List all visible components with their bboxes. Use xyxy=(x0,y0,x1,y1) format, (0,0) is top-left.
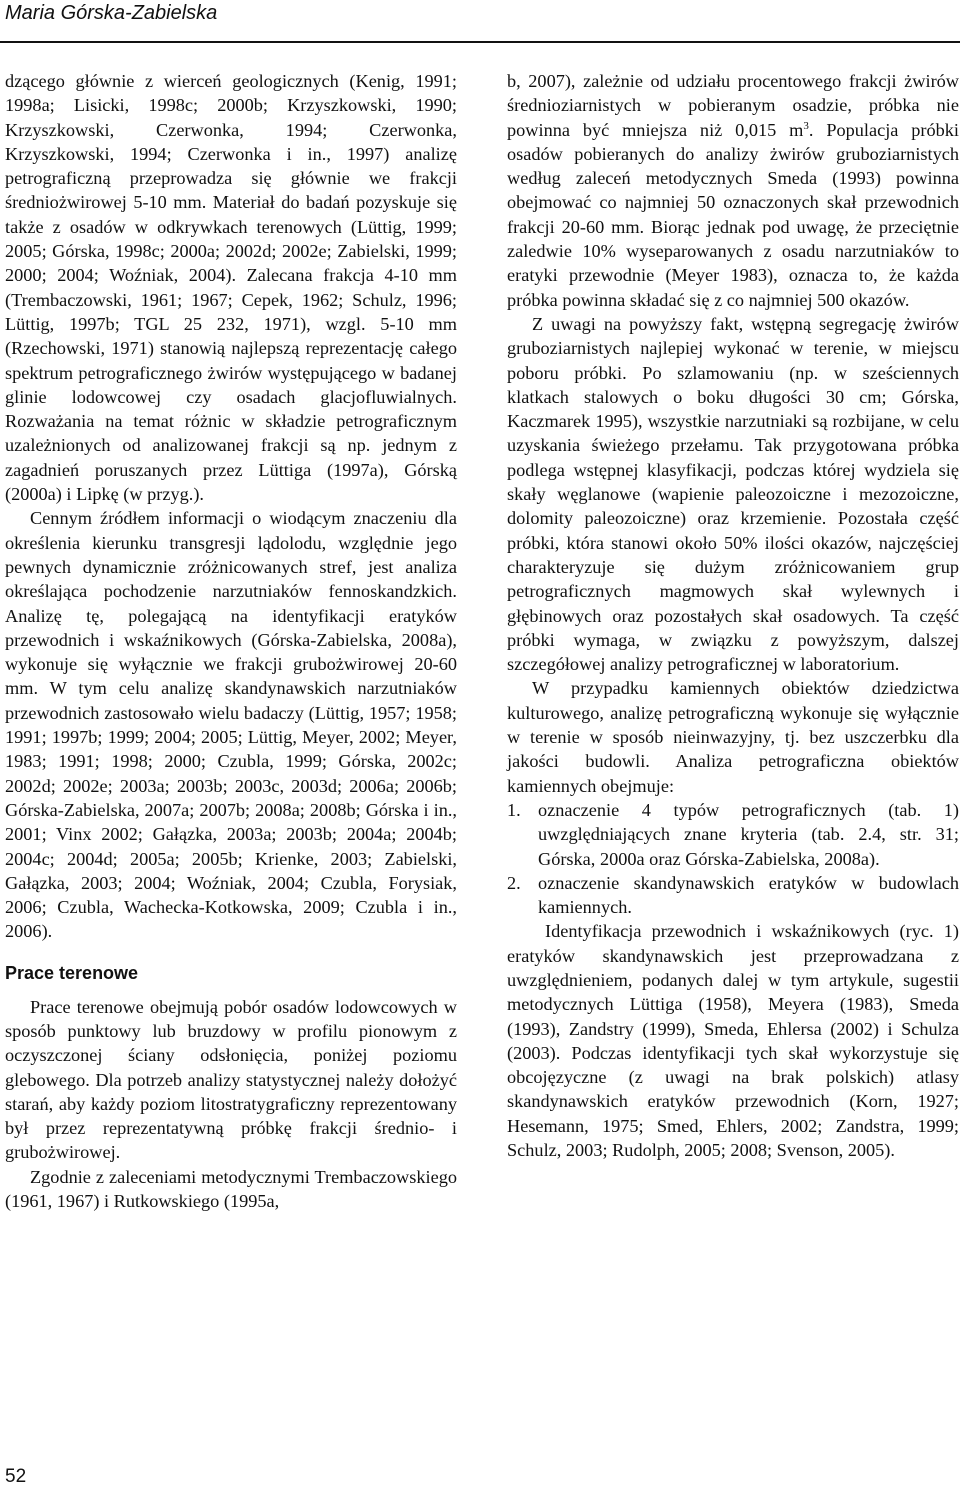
list-item-text: oznaczenie 4 typów petrograficznych (tab. 1) uwzględniających znane kryteria (tab. 2.4, str. 31; Górska, 2000a oraz Górska-Zabielska, 2008a). xyxy=(538,799,959,869)
list-item-number: 1. xyxy=(507,799,521,820)
section-heading: Prace terenowe xyxy=(5,962,139,983)
list-item-text: oznaczenie skandynawskich eratyków w budowlach kamiennych. xyxy=(538,872,959,918)
right-paragraph-4: Identyfikacja przewodnich i wskaźnikowych (ryc. 1) eratyków skandynawskich jest przeprowadzana z uwzględnieniem, podanych dalej w tym artykule, sugestii metodycznych Lüttiga (1958), Meyera (1983), Smeda (1993), Zandstry (1999), Smeda, Ehlersa (2002) i Schulza (2003). Podczas identyfikacji tych skał wykorzystuje się obcojęzyczne (z uwagi na brak polskich) atlasy skandynawskich eratyków przewodnich (Korn, 1927; Hesemann, 1975; Smed, Ehlers, 2002; Zandstra, 1999; Schulz, 2003; Rudolph, 2005; 2008; Svenson, 2005). xyxy=(507,921,959,1161)
numbered-list xyxy=(507,798,959,919)
left-paragraph-4: Zgodnie z zaleceniami metodycznymi Trembaczowskiego (1961, 1967) i Rutkowskiego (1995a, xyxy=(5,1166,457,1212)
right-paragraph-2: Z uwagi na powyższy fakt, wstępną segregację żwirów gruboziarnistych najlepiej wykonać w terenie, w miejscu poboru próbki. Po szlamowaniu (np. w sześciennych klatkach stalowych o boku długości 30 cm; Górska, Kaczmarek 1995), wszystkie narzutniaki są rozbijane, w celu uzyskania świeżego przełamu. Tak przygotowana próbka podlega wstępnej klasyfikacji, podczas której wydziela się skały węglanowe (wapienie paleozoiczne i mezozoiczne, dolomity paleozoiczne) oraz krzemienie. Pozostała część próbki, która stanowi około 50% ilości okazów, najczęściej charakteryzuje się dużym zróżnicowaniem grup petrograficznych magmowych skał wylewnych i głębinowych oraz pozostałych skał osadowych. Ta część próbki wymaga, w związku z powyższym, dalszej szczegółowej analizy petrograficznej w laboratorium. xyxy=(507,313,959,675)
right-paragraph-3: W przypadku kamiennych obiektów dziedzictwa kulturowego, analizę petrograficzną wykonuje się wyłącznie w terenie w sposób nieinwazyjny, tj. bez uszczerbku dla jakości budowli. Analiza petrograficzna obiektów kamiennych obejmuje: xyxy=(507,678,959,796)
cubic-superscript: 3 xyxy=(803,119,809,132)
left-paragraph-2: Cennym źródłem informacji o wiodącym znaczeniu dla określenia kierunku transgresji lądolodu, względnie jego pewnych dynamicznie zróżnicowanych stref, jest analiza określająca pochodzenie narzutniaków fennoskandzkich. Analizę tę, polegającą na identyfikacji eratyków przewodnich i wskaźnikowych (Górska-Zabielska, 2008a), wykonuje się wyłącznie we frakcji grubożwirowej 20-60 mm. W tym celu analizę skandynawskich narzutniaków przewodnich zastosowało wielu badaczy (Lüttig, 1957; 1958; 1991; 1997b; 1999; 2004; 2005; Lüttig, Meyer, 2002; Meyer, 1983; 1991; 1998; 2000; Czubla, 1999; Górska, 2002c; 2002d; 2002e; 2003a; 2003b; 2003c, 2003d; 2006a; 2006b; Górska-Zabielska, 2007a; 2007b; 2008a; 2008b; Górska i in., 2001; Vinx 2002; Gałązka, 2003a; 2003b; 2004a; 2004b; 2004c; 2004d; 2005a; 2005b; Krienke, 2003; Zabielski, Gałązka, 2003; 2004; Woźniak, 2004; Czubla, Forysiak, 2006; Czubla, Wachecka-Kotkowska, 2009; Czubla i in., 2006). xyxy=(5,508,457,942)
header-rule xyxy=(0,41,960,43)
right-paragraph-1-text-a: b, 2007), zależnie od udziału procentowego frakcji żwirów średnioziarnistych w pobieranym osadzie, próbka nie powinna być mniejsza niż 0,015 m xyxy=(507,71,959,140)
right-paragraph-1 xyxy=(507,69,959,312)
running-head: Maria Górska-Zabielska xyxy=(5,2,218,24)
left-paragraph-1: dzącego głównie z wierceń geologicznych (Kenig, 1991; 1998a; Lisicki, 1998c; 2000b; Krzyszkowski, 1990; Krzyszkowski, Czerwonka, 1994; Czerwonka, Krzyszkowski, 1994; Czerwonka i in., 1997) analizę petrograficzną przeprowadza się głównie we frakcji średniożwirowej 5-10 mm. Materiał do badań pozyskuje się także z osadów w odkrywkach terenowych (Lüttig, 1999; 2005; Górska, 1998c; 2000a; 2002d; 2002e; Zabielski, 1999; 2000; 2004; Woźniak, 2004). Zalecana frakcja 4-10 mm (Trembaczowski, 1961; 1967; Cepek, 1962; Schulz, 1996; Lüttig, 1997b; TGL 25 232, 1971), wzgl. 5-10 mm (Rzechowski, 1971) stanowią najlepszą reprezentację całego spektrum petrograficznego żwirów występującego w badanej glinie lodowcowej czy osadach glacjofluwialnych. Rozważania na temat różnic w składzie petrograficznym uzależnionych od analizowanej frakcji są np. jednym z zagadnień poruszanych przez Lüttiga (1997a), Górską (2000a) i Lipkę (w przyg.). xyxy=(5,71,457,505)
list-item xyxy=(507,798,959,871)
left-paragraph-3: Prace terenowe obejmują pobór osadów lodowcowych w sposób punktowy lub bruzdowy w profilu pionowym z oczyszczonej ściany odsłonięcia, poniżej poziomu glebowego. Dla potrzeb analizy statystycznej należy dołożyć starań, aby każdy poziom litostratygraficzny reprezentowany był przez reprezentatywną próbkę frakcji średnio- i grubożwirowej. xyxy=(5,996,457,1163)
left-column xyxy=(5,69,457,1213)
page-number: 52 xyxy=(5,1466,27,1487)
list-item xyxy=(507,871,959,920)
right-column xyxy=(507,69,959,1162)
list-item-number: 2. xyxy=(507,872,521,893)
right-paragraph-1-text-b: . Populacja próbki osadów pobieranych do analizy żwirów gruboziarnistych według zaleceń metodycznych Smeda (1993) powinna obejmować co najmniej 50 oznaczonych skał przewodnich frakcji 20-60 mm. Biorąc jednak pod uwagę, że przeciętnie zaledwie 10% wyseparowanych z osadu narzutniaków to eratyki przewodnie (Meyer 1983), oznacza to, że każda próbka powinna składać się z co najmniej 500 okazów. xyxy=(507,119,960,310)
